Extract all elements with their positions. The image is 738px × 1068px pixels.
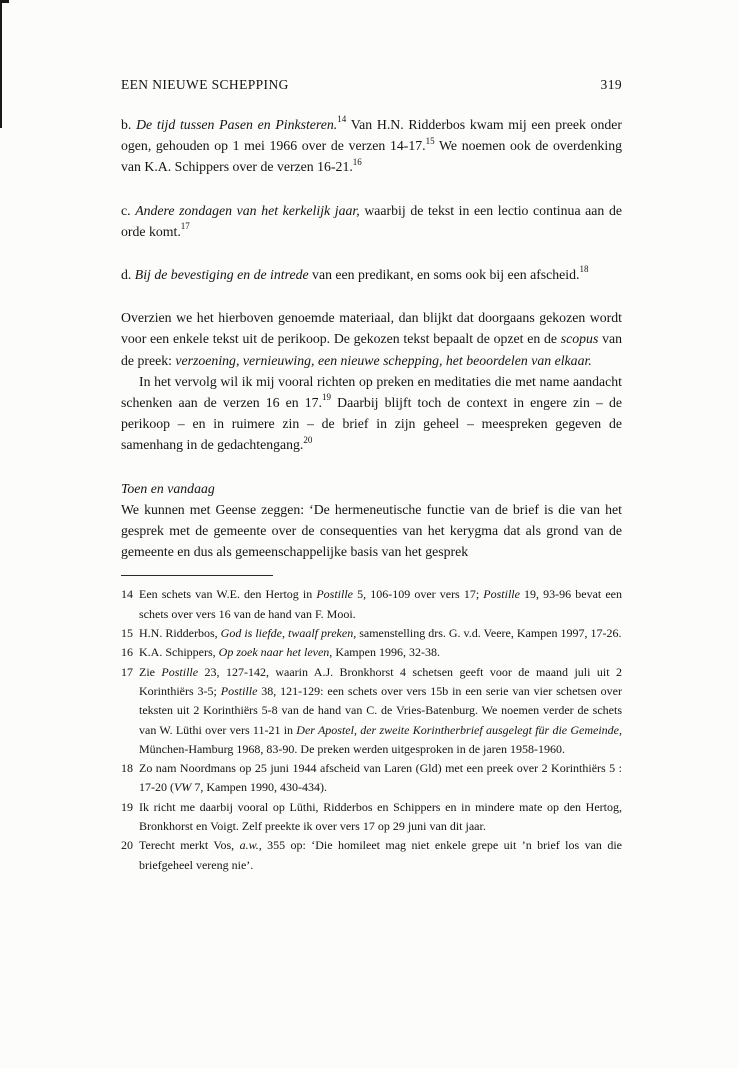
footnote-14 — [121, 585, 622, 624]
text-run: waarbij de tekst in een lectio continua aan de orde komt. — [121, 202, 622, 239]
text-run: 23, 127-142, waarin A.J. Bronkhorst 4 schetsen geeft voor de maand juli uit 2 Korinthiërs 3-5; — [139, 664, 622, 698]
italic-text-run: Der Apostel, der zweite Korintherbrief ausgelegt für die Gemeinde, — [296, 722, 623, 737]
footnote-16 — [121, 643, 622, 662]
text-run: H.N. Ridderbos, — [139, 626, 221, 641]
text-run: 5, 106-109 over vers 17; — [353, 587, 484, 602]
paragraph-vervolg — [121, 371, 622, 456]
running-head-title: EEN NIEUWE SCHEPPING — [121, 77, 289, 92]
paragraph-c — [121, 200, 622, 242]
text-run: Ik richt me daarbij vooral op Lüthi, Ridderbos en Schippers en in mindere mate op den Hertog, Bronkhorst en Voigt. Zelf preekte ik over vers 17 op 29 juni van dit jaar. — [139, 799, 622, 834]
italic-text-run: De tijd tussen Pasen en Pinksteren. — [136, 117, 338, 132]
page-content — [121, 76, 622, 875]
body-text — [121, 114, 622, 562]
paragraph-b — [121, 114, 622, 178]
footnote-reference: 14 — [337, 114, 347, 125]
italic-text-run: Bij de bevestiging en de intrede — [134, 267, 309, 283]
text-run: b. — [121, 117, 137, 132]
footnote-reference: 16 — [352, 156, 362, 167]
italic-text-run: Andere zondagen van het kerkelijk jaar, — [135, 202, 360, 218]
footnote-number: 16 — [121, 645, 133, 660]
footnote-reference: 17 — [180, 221, 190, 232]
footnote-number: 20 — [121, 838, 133, 853]
italic-text-run: scopus — [560, 331, 599, 347]
italic-text-run: Postille — [220, 683, 258, 698]
text-run: Zie — [139, 664, 162, 679]
text-run: 7, Kampen 1990, 430-434). — [191, 780, 327, 795]
text-run: Daarbij blijft toch de context in engere zin – de perikoop – en in ruimere zin – de brief in zijn geheel – meespreken gegeven de samenhang in de gedachtengang. — [121, 395, 622, 453]
paragraph-geense-quote — [121, 499, 622, 563]
text-run: In het vervolg wil ik mij vooral richten op preken en meditaties die met name aandacht schenken aan de verzen 16 en 17. — [121, 373, 622, 411]
footnotes-section — [121, 585, 622, 874]
footnote-17 — [121, 663, 622, 759]
italic-text-run: a.w., — [239, 838, 262, 853]
italic-text-run: God is liefde, twaalf preken, — [220, 626, 357, 641]
scan-edge-artifact — [0, 0, 2, 128]
scan-corner-artifact — [0, 0, 9, 3]
text-run: Toen en vandaag — [121, 480, 215, 496]
italic-text-run: verzoening, vernieuwing, een nieuwe schepping, het beoordelen van elkaar. — [175, 352, 592, 368]
text-run: Van H.N. Ridderbos kwam mij een preek onder ogen, gehouden op 1 mei 1966 over de verzen 14-17. — [121, 117, 622, 154]
text-run: K.A. Schippers, — [139, 645, 219, 660]
running-header — [121, 76, 622, 93]
italic-text-run: Postille — [316, 587, 354, 602]
footnote-20 — [121, 836, 622, 875]
page-number: 319 — [600, 77, 622, 92]
footnote-number: 17 — [121, 664, 133, 679]
footnote-15 — [121, 624, 622, 643]
text-run: van een predikant, en soms ook bij een afscheid. — [308, 267, 580, 283]
text-run: c. — [121, 202, 136, 218]
footnote-18 — [121, 759, 622, 798]
paragraph-d — [121, 264, 622, 285]
text-run: samenstelling drs. G. v.d. Veere, Kampen 1997, 17-26. — [356, 626, 622, 641]
footnote-number: 18 — [121, 761, 133, 776]
italic-text-run: Postille — [161, 664, 199, 679]
text-run: d. — [121, 267, 135, 283]
footnote-number: 15 — [121, 626, 133, 641]
text-run: We kunnen met Geense zeggen: ‘De hermeneutische functie van de brief is die van het gesprek met de gemeente over de consequenties van het kerygma dat als grond van de gemeente en dus als gemeenschappelijke basis van het gesprek — [121, 501, 622, 560]
text-run: Overzien we het hierboven genoemde materiaal, dan blijkt dat doorgaans gekozen wordt voor een enkele tekst uit de perikoop. De gekozen tekst bepaalt de opzet en de — [121, 310, 622, 347]
section-heading-toen-en-vandaag — [121, 478, 622, 499]
italic-text-run: Postille — [483, 587, 520, 602]
text-run: 38, 121-129: een schets over vers 15b in een serie van vier schetsen over teksten uit 2 Korinthiërs 5-8 van de hand van C. de Vries-Batenburg. We noemen verder de schets van W. Lüthi over vers 11-21 in — [139, 683, 622, 737]
text-run: Kampen 1996, 32-38. — [332, 645, 440, 660]
text-run: Zo nam Noordmans op 25 juni 1944 afscheid van Laren (Gld) met een preek over 2 Korinthiërs 5 : 17-20 ( — [139, 761, 622, 795]
footnote-19 — [121, 798, 622, 837]
footnote-reference: 18 — [579, 264, 589, 275]
text-run: Terecht merkt Vos, — [139, 838, 240, 853]
paragraph-overzicht — [121, 307, 622, 371]
text-run: München-Hamburg 1968, 83-90. De preken werden uitgesproken in de jaren 1958-1960. — [139, 741, 565, 756]
footnote-reference: 20 — [303, 434, 313, 445]
italic-text-run: VW — [174, 780, 192, 795]
text-run: 355 op: ‘Die homileet mag niet enkele grepe uit ’n brief los van die briefgeheel vereng nie’. — [139, 838, 622, 872]
text-run: We noemen ook de overdenking van K.A. Schippers over de verzen 16-21. — [121, 138, 622, 175]
text-run: Een schets van W.E. den Hertog in — [139, 587, 317, 602]
footnote-reference: 15 — [425, 135, 435, 146]
footnote-reference: 19 — [322, 392, 332, 403]
italic-text-run: Op zoek naar het leven, — [218, 645, 333, 660]
footnote-number: 14 — [121, 587, 133, 602]
footnote-number: 19 — [121, 799, 133, 814]
footnote-separator — [121, 575, 273, 576]
text-run: 19, 93-96 bevat een schets over vers 16 van de hand van F. Mooi. — [139, 587, 622, 621]
text-run: van de preek: — [121, 331, 623, 368]
